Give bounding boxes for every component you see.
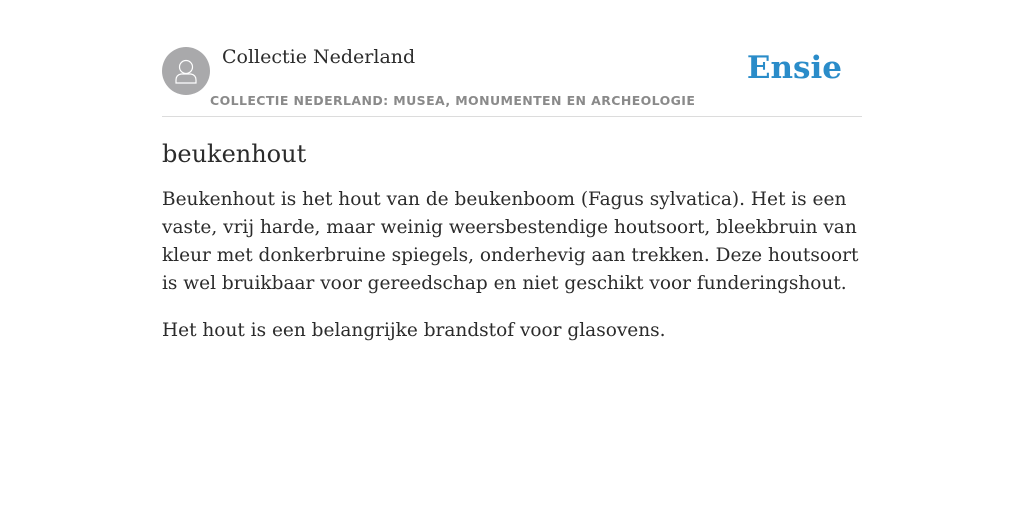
author-name[interactable]: Collectie Nederland [222, 46, 416, 68]
article-card [162, 0, 862, 345]
article-paragraph: Het hout is een belangrijke brandstof voor glasovens. [162, 320, 666, 341]
source-label[interactable]: COLLECTIE NEDERLAND: MUSEA, MONUMENTEN EN ARCHEOLOGIE [210, 93, 696, 108]
article-title: beukenhout [162, 140, 307, 168]
article-header [162, 0, 862, 117]
user-icon [162, 47, 210, 95]
article-paragraph: Beukenhout is het hout van de beukenboom (Fagus sylvatica). Het is een vaste, vrij harde, maar weinig weersbestendige houtsoort, bleekbruin van kleur met donkerbruine spiegels, onderhevig aan trekken. Deze houtsoort is wel bruikbaar voor gereedschap en niet geschikt voor funderingshout. [162, 189, 859, 294]
avatar[interactable] [162, 47, 210, 95]
brand-logo[interactable]: Ensie [746, 50, 842, 86]
